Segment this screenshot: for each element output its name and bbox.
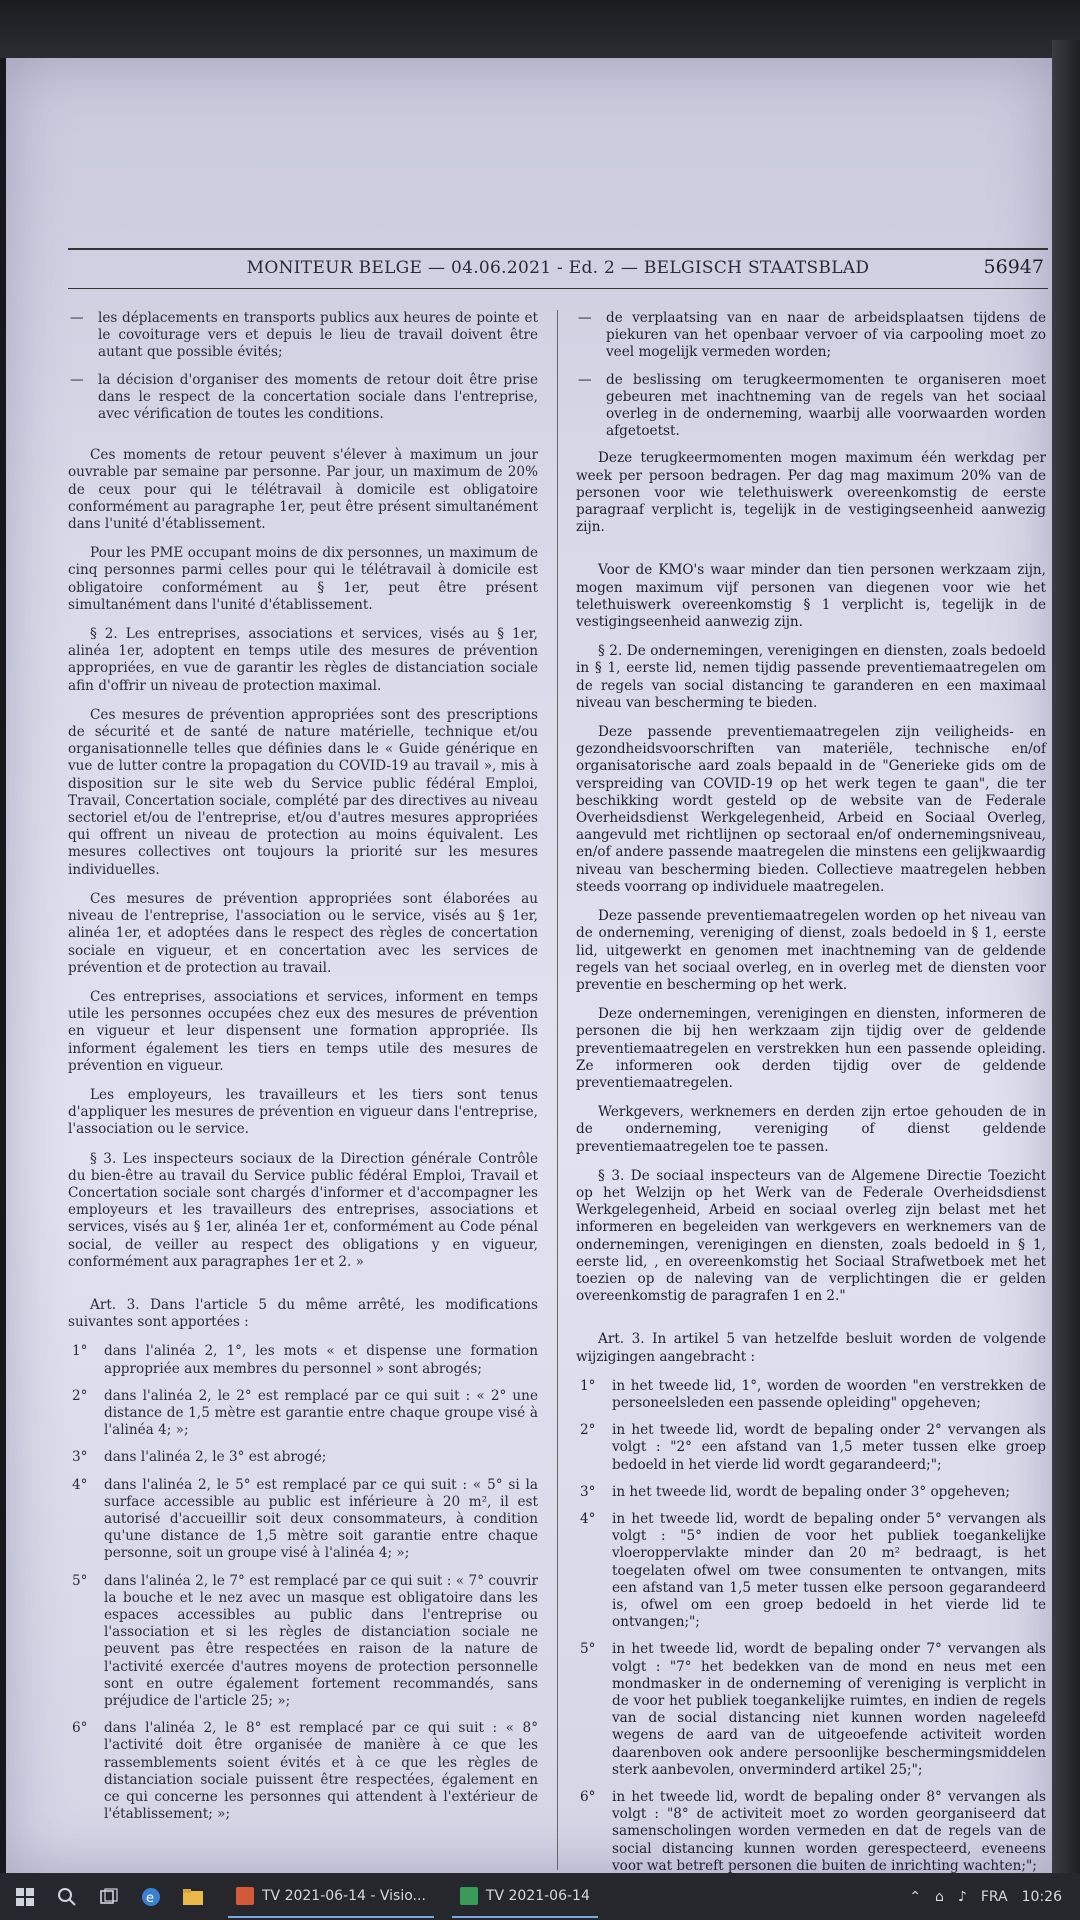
monitor-bezel bbox=[0, 0, 1080, 58]
page-number: 56947 bbox=[983, 256, 1044, 278]
app-icon bbox=[236, 1887, 254, 1905]
search-icon[interactable] bbox=[50, 1880, 84, 1914]
nl-dash-2: — de beslissing om terugkeermomenten te organiseren moet gebeuren met inachtneming van de regels van het sociaal overleg in de onderneming, waarbij alle voorwaarden worden afgetoetst. bbox=[576, 372, 1046, 441]
fr-paragraph: § 3. Les inspecteurs sociaux de la Direction générale Contrôle du bien-être au travail du Service public fédéral Emploi, Travail et Concertation sociale sont chargés d'informer et d'accompagner les employeurs et les travailleurs des entreprises, associations et services, visés au § 1er, alinéa 1er et, conformément au Code pénal social, de veiller au respect des obligations y en vigueur, conformément aux paragraphes 1er et 2. » bbox=[68, 1150, 538, 1270]
nl-list-item: 4° in het tweede lid, wordt de bepaling onder 5° vervangen als volgt : "5° indien de voor het publiek toegankelijke vloeroppervlakte minder dan 20 m² bedraagt, is het toegelaten ofwel om twee consumenten te ontvangen, mits een afstand van 1,5 meter tussen elke persoon gegarandeerd is, ofwel om een groep bedoeld in het vierde lid te ontvangen;"; bbox=[580, 1510, 1046, 1631]
taskbar bbox=[0, 1873, 1080, 1920]
fr-list-item: 5° dans l'alinéa 2, le 7° est remplacé par ce qui suit : « 7° couvrir la bouche et le nez avec un masque est obligatoire dans les espaces accessibles au public dans l'entreprise ou l'association et si les règles de distanciation sociale ne peuvent pas être respectées en raison de la nature de l'activité exercée d'autres moyens de protection personnelle sont en outre également fortement recommandés, sans préjudice de l'article 25; »; bbox=[72, 1572, 538, 1710]
page-header bbox=[68, 248, 1048, 289]
language-indicator[interactable]: FRA bbox=[980, 1888, 1008, 1905]
fr-list-item: 1° dans l'alinéa 2, 1°, les mots « et dispense une formation appropriée aux membres du personnel » sont abrogés; bbox=[72, 1343, 538, 1377]
dutch-column bbox=[576, 310, 1046, 1873]
task-view-icon[interactable] bbox=[92, 1880, 126, 1914]
fr-dash-1: — les déplacements en transports publics aux heures de pointe et le covoiturage vers et depuis le lieu de travail doivent être autant que possible évités; bbox=[68, 310, 538, 362]
fr-paragraph: Les employeurs, les travailleurs et les tiers sont tenus d'appliquer les mesures de prévention en vigueur dans l'entreprise, l'association ou le service. bbox=[68, 1086, 538, 1138]
windows-start-icon[interactable] bbox=[8, 1880, 42, 1914]
nl-paragraph: Deze passende preventiemaatregelen zijn veiligheids- en gezondheidsvoorschriften van materiële, technische en/of organisatorische aard zoals bepaald in de "Generieke gids om de verspreiding van COVID-19 op het werk tegen te gaan", die ter beschikking wordt gesteld op de website van de Federale Overheidsdienst Werkgelegenheid, Arbeid en Sociaal Overleg, aangevuld met richtlijnen op sectoraal en/of ondernemingsniveau, en/of andere passende maatregelen die minstens een gelijkwaardig niveau van bescherming bieden. Collectieve maatregelen hebben steeds voorrang op individuele maatregelen. bbox=[576, 724, 1046, 895]
nl-paragraph: § 2. De ondernemingen, verenigingen en diensten, zoals bedoeld in § 1, eerste lid, nemen tijdig passende preventiemaatregelen om de regels van social distancing te garanderen en een maximaal niveau van bescherming te bieden. bbox=[576, 643, 1046, 711]
french-column bbox=[68, 310, 538, 1833]
nl-list-item: 5° in het tweede lid, wordt de bepaling onder 7° vervangen als volgt : "7° het bedekken van de mond en neus met een mondmasker in de onderneming of vereniging is verplicht in de voor het publiek toegankelijke ruimtes, en indien de regels van de social distancing niet kunnen worden nageleefd wegens de aard van de uitgeoefende activiteit worden daarenboven ook andere persoonlijke beschermingsmiddelen sterk aanbevolen, onverminderd artikel 25;"; bbox=[580, 1641, 1046, 1778]
taskbar-app-visio[interactable]: TV 2021-06-14 - Visio... bbox=[228, 1876, 434, 1918]
fr-paragraph: Ces entreprises, associations et services, informent en temps utile les personnes occupées chez eux des mesures de prévention en vigueur et leur dispensent une formation appropriée. Ils informent également les tiers en temps utile des mesures de prévention en vigueur. bbox=[68, 988, 538, 1074]
nl-paragraph: Werkgevers, werknemers en derden zijn ertoe gehouden de in de onderneming, vereniging of dienst geldende preventiemaatregelen toe te passen. bbox=[576, 1104, 1046, 1155]
fr-list-item: 6° dans l'alinéa 2, le 8° est remplacé par ce qui suit : « 8° l'activité doit être organisée de manière à ce que les rassemblements soient évités et à ce que les règles de distanciation sociale puissent être respectées, également en ce qui concerne les personnes qui attendent à l'extérieur de l'établissement; »; bbox=[72, 1720, 538, 1823]
fr-article-heading: Art. 3. Dans l'article 5 du même arrêté, les modifications suivantes sont apportées : bbox=[68, 1296, 538, 1331]
nl-paragraph: Deze passende preventiemaatregelen worden op het niveau van de onderneming, vereniging of dienst, zoals bedoeld in § 1, eerste lid, uitgewerkt en genomen met inachtneming van de geldende regels van het sociaal overleg, en in overleg met de diensten voor preventie en bescherming op het werk. bbox=[576, 908, 1046, 993]
fr-list-item: 4° dans l'alinéa 2, le 5° est remplacé par ce qui suit : « 5° si la surface accessible au public est inférieure à 20 m², il est autorisé d'accueillir soit deux consommateurs, à condition qu'une distance de 1,5 mètre soit garantie entre chaque personne, soit un groupe visé à l'alinéa 4; »; bbox=[72, 1476, 538, 1562]
nl-list-item: 1° in het tweede lid, 1°, worden de woorden "en verstrekken de personeelsleden een passende opleiding" opgeheven; bbox=[580, 1377, 1046, 1411]
monitor-bezel-right bbox=[1052, 40, 1080, 1880]
fr-list-item: 2° dans l'alinéa 2, le 2° est remplacé par ce qui suit : « 2° une distance de 1,5 mètre est garantie entre chaque groupe visé à l'alinéa 4; »; bbox=[72, 1387, 538, 1439]
nl-paragraph: Voor de KMO's waar minder dan tien personen werkzaam zijn, mogen maximum vijf personen van diegenen voor wie het telethuiswerk overeenkomstig § 1 verplicht is, tegelijk in de vestigingseenheid aanwezig zijn. bbox=[576, 562, 1046, 631]
nl-paragraph: Deze ondernemingen, verenigingen en diensten, informeren de personen die bij hen werkzaam zijn tijdig over de geldende preventiemaatregelen en verstrekken hun een passende opleiding. Ze informeren ook derden tijdig over de geldende preventiemaatregelen. bbox=[576, 1006, 1046, 1091]
file-explorer-icon[interactable] bbox=[176, 1880, 210, 1914]
nl-list-item: 2° in het tweede lid, wordt de bepaling onder 2° vervangen als volgt : "2° een afstand van 1,5 meter tussen elke groep bedoeld in het vierde lid wordt gegarandeerd;"; bbox=[580, 1422, 1046, 1473]
nl-paragraph: § 3. De sociaal inspecteurs van de Algemene Directie Toezicht op het Welzijn op het Werk van de Federale Overheidsdienst Werkgelegenheid, Arbeid en sociaal overleg zijn belast met het informeren en begeleiden van werkgevers en werknemers van de ondernemingen, verenigingen en diensten, zoals bedoeld in § 1, eerste lid, , en overeenkomstig het Sociaal Strafwetboek met het toezien op de naleving van de verplichtingen die er gelden overeenkomstig de paragrafen 1 en 2." bbox=[576, 1167, 1046, 1305]
nl-dash-1: — de verplaatsing van en naar de arbeidsplaatsen tijdens de piekuren van het openbaar vervoer of via carpooling moet zo veel mogelijk vermeden worden; bbox=[576, 310, 1046, 362]
column-divider bbox=[557, 310, 558, 1870]
taskbar-app-document[interactable]: TV 2021-06-14 bbox=[452, 1876, 598, 1918]
system-tray bbox=[909, 1889, 1080, 1905]
network-icon[interactable]: ⌂ bbox=[935, 1888, 944, 1905]
fr-paragraph: Ces mesures de prévention appropriées sont des prescriptions de sécurité et de santé de nature matérielle, technique et/ou organisationnelle telles que définies dans le « Guide générique en vue de lutter contre la propagation du COVID-19 au travail », mis à disposition sur le site web du Service public fédéral Emploi, Travail, Concertation sociale, complété par des directives au niveau sectoriel et/ou de l'entreprise, et/ou d'autres mesures appropriées qui offrent un niveau de protection au moins équivalent. Les mesures collectives ont toujours la priorité sur les mesures individuelles. bbox=[68, 706, 538, 878]
page-title: MONITEUR BELGE — 04.06.2021 - Ed. 2 — BELGISCH STAATSBLAD bbox=[246, 258, 870, 278]
chevron-up-icon[interactable]: ⌃ bbox=[909, 1888, 922, 1905]
nl-article-heading: Art. 3. In artikel 5 van hetzelfde besluit worden de volgende wijzigingen aangebracht : bbox=[576, 1331, 1046, 1365]
clock[interactable]: 10:26 bbox=[1021, 1888, 1062, 1905]
nl-list-item: 6° in het tweede lid, wordt de bepaling onder 8° vervangen als volgt : "8° de activiteit moet zo worden georganiseerd dat samenscholingen worden vermeden en dat de regels van de social distancing kunnen worden gerespecteerd, eveneens voor wat betreft personen die buiten de inrichting wachten;"; bbox=[580, 1789, 1046, 1873]
fr-paragraph: Ces mesures de prévention appropriées sont élaborées au niveau de l'entreprise, l'association ou le service, visés au § 1er, alinéa 1er, et adoptées dans le respect des règles de concertation sociale en vigueur, et en concertation avec les services de prévention et de protection au travail. bbox=[68, 890, 538, 976]
gazette-page bbox=[68, 188, 1048, 1873]
nl-list-item: 3° in het tweede lid, wordt de bepaling onder 3° opgeheven; bbox=[580, 1483, 1010, 1500]
screen-area bbox=[6, 58, 1052, 1873]
svg-text:e: e bbox=[146, 1890, 154, 1906]
fr-paragraph: Ces moments de retour peuvent s'élever à maximum un jour ouvrable par semaine par personne. Par jour, un maximum de 20% de ceux pour qui le télétravail à domicile est obligatoire conformément au paragraphe 1er, peut être présent simultanément dans l'unité d'établissement. bbox=[68, 447, 538, 533]
fr-list-item: 3° dans l'alinéa 2, le 3° est abrogé; bbox=[72, 1449, 327, 1466]
fr-dash-2: — la décision d'organiser des moments de retour doit être prise dans le respect de la concertation sociale dans l'entreprise, avec vérification de toutes les conditions. bbox=[68, 372, 538, 424]
app-icon bbox=[460, 1887, 478, 1905]
fr-paragraph: § 2. Les entreprises, associations et services, visés au § 1er, alinéa 1er, adoptent en temps utile des mesures de prévention appropriées, en vue de garantir les règles de distanciation sociale afin d'offrir un niveau de protection maximal. bbox=[68, 626, 538, 694]
edge-browser-icon[interactable] bbox=[134, 1880, 168, 1914]
volume-icon[interactable]: ♪ bbox=[957, 1888, 967, 1905]
nl-paragraph: Deze terugkeermomenten mogen maximum één werkdag per week per persoon bedragen. Per dag mag maximum 20% van de personen voor wie telethuiswerk overeenkomstig de eerste paragraaf verplicht is, tegelijk in de vestigingseenheid aanwezig zijn. bbox=[576, 450, 1046, 536]
fr-paragraph: Pour les PME occupant moins de dix personnes, un maximum de cinq personnes parmi celles pour qui le télétravail à domicile est obligatoire conformément au § 1er, peut être présent simultanément dans l'unité d'établissement. bbox=[68, 545, 538, 613]
